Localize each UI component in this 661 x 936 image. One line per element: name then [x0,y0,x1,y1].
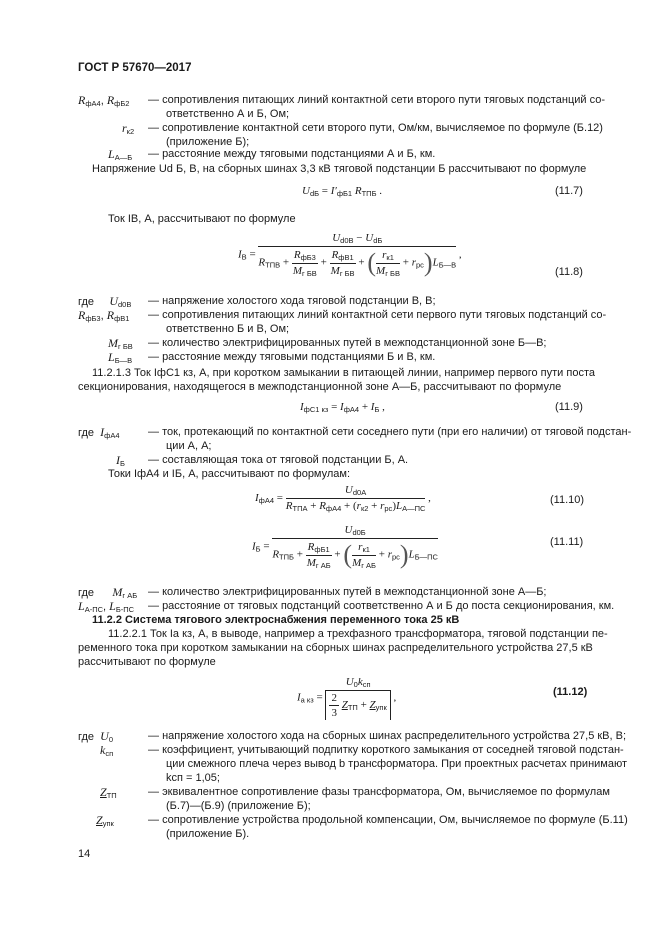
definition-line: — сопротивление устройства продольной компенсации, Ом, вычисляемое по формуле (Б.11) [148,814,628,826]
label-u0: где $U_0$ [78,729,114,744]
label-zupk: $Z_{упк}$ [96,813,114,828]
label-ud0v: где $U_{d0В}$ [78,294,132,309]
definition-line: ции А, А; [166,440,212,452]
equation-number: (11.8) [555,266,583,278]
definition-line: ответственно Б и В, Ом; [166,323,290,335]
paragraph-line: 11.2.1.3 Ток IфС1 кз, А, при коротком замыкании в питающей линии, например первого пути поста [92,367,595,379]
page-number: 14 [78,848,91,860]
formula-11-11: $I_Б$ = $U_{d0Б}$ $R_{ТПБ}$ + $\frac{R_{фБ1}}{M_{г АБ}}$ + ( $\frac{r_{к1}}{M_{г АБ}}$ + $r_{рс})L_{Б—ПС}$ [252,524,438,570]
equation-number: (11.7) [555,185,583,197]
label-l-bv: $L_{Б—В}$ [108,350,133,365]
definition-line: — сопротивление контактной сети второго пути, Ом/км, вычисляемое по формуле (Б.12) [148,122,603,134]
definition-line: — напряжение холостого хода на сборных шинах распределительного устройства 27,5 кВ, В; [148,730,627,742]
definition-line: — напряжение холостого хода тяговой подстанции В, В; [148,295,436,307]
label-i-b: $I_Б$ [116,453,125,468]
definition-line: — составляющая тока от тяговой подстанции Б, А. [148,454,409,466]
label-l-aps: $L_{А-ПС}$, $L_{Б-ПС}$ [78,599,135,614]
equation-number: (11.9) [555,401,583,413]
paragraph-line: Ток IВ, А, рассчитывают по формуле [108,213,296,225]
label-mg-ab: где $M_{г АБ}$ [78,585,138,600]
paragraph-line: Напряжение Ud Б, В, на сборных шинах 3,3 кВ тяговой подстанции Б рассчитывают по формуле [92,163,587,175]
label-ztp: $Z_{ТП}$ [100,785,117,800]
definition-line: — количество электрифицированных путей в межподстанционной зоне Б—В; [148,337,547,349]
equation-number: (11.10) [550,494,585,506]
label-r-fb3: $R_{фБ3}$, $R_{фВ1}$ [78,308,130,323]
definition-line: ции смежного плеча через вывод b трансформатора. При проектных расчетах принимают [166,758,628,770]
label-rk2: $r_{к2}$ [122,121,135,136]
formula-11-10: $I_{фА4}$ = $\frac{U_{d0А}}{R_{ТПА} + R_{фА4} + (r_{к2} + r_{рс})L_{А—ПС}}$ , [255,484,431,513]
paragraph-line: ременного тока при коротком замыкании на сборных шинах распределительного устройства 27,5 кВ [78,642,593,654]
label-l-ab: $L_{А—Б}$ [108,147,133,162]
formula-11-12: $I_{a кз}$ = $U_0k_{сп}$ $\frac{2}{3}$ $Z_{ТП} + Z_{упк}$ , [297,676,397,719]
definition-line: (Б.7)—(Б.9) (приложение Б); [166,800,311,812]
definition-line: — сопротивления питающих линий контактной сети второго пути тяговых подстанций со- [148,94,606,106]
paragraph-line: рассчитывают по формуле [78,656,216,668]
equation-number: (11.11) [550,536,584,548]
document-header: ГОСТ Р 57670—2017 [78,62,192,74]
definition-line: — расстояние между тяговыми подстанциями А и Б, км. [148,148,436,160]
definition-line: — расстояние между тяговыми подстанциями Б и В, км. [148,351,436,363]
definition-line: — расстояние от тяговых подстанций соответственно А и Б до поста секционирования, км. [148,600,615,612]
label-r-fa4: $R_{фА4}$, $R_{фБ2}$ [78,93,130,108]
definition-line: — сопротивления питающих линий контактной сети первого пути тяговых подстанций со- [148,309,607,321]
formula-11-7: $U_{dБ} = I'_{фБ1}$ $R_{ТПБ}$ . [302,185,382,198]
equation-number: (11.12) [553,686,588,698]
definition-line: — эквивалентное сопротивление фазы трансформатора, Ом, вычисляемое по формулам [148,786,610,798]
definition-line: — коэффициент, учитывающий подпитку короткого замыкания от соседней тяговой подстан- [148,744,624,756]
formula-11-9: $I_{фС1 кз} = I_{фА4} + I_Б$ , [300,401,385,414]
definition-line: — ток, протекающий по контактной сети соседнего пути (при его наличии) от тяговой подстан- [148,426,632,438]
formula-11-8: $I_В$ = $U_{d0В} - U_{dБ}$ $R_{ТПВ}$ + $\frac{R_{фБ3}}{M_{г БВ}}$ + $\frac{R_{фВ1}}{M_{г БВ}}$ + ( $\frac{r_{к1}}{M_{г БВ}}$ + $r_{рс})L_{Б—В}$ , [238,232,462,278]
definition-line: (приложение Б); [166,136,250,148]
definition-line: (приложение Б). [166,828,250,840]
definition-line: — количество электрифицированных путей в межподстанционной зоне А—Б; [148,586,547,598]
paragraph-line: Токи IфА4 и IБ, А, рассчитывают по формулам: [108,468,351,480]
section-heading: 11.2.2 Система тягового электроснабжения переменного тока 25 кВ [92,614,460,626]
definition-line: ответственно А и Б, Ом; [166,108,290,120]
label-ksp: $k_{сп}$ [100,743,114,758]
definition-line: kсп = 1,05; [166,772,220,784]
paragraph-line: секционирования, находящегося в межподстанционной зоне А—Б, рассчитывают по формуле [78,381,562,393]
paragraph-line: 11.2.2.1 Ток Ia кз, А, в выводе, например a трехфазного трансформатора, тяговой подстанции пе- [108,628,608,640]
label-i-fa4: где $I_{фА4}$ [78,425,120,440]
label-mg-bv: $M_{г БВ}$ [108,336,133,351]
